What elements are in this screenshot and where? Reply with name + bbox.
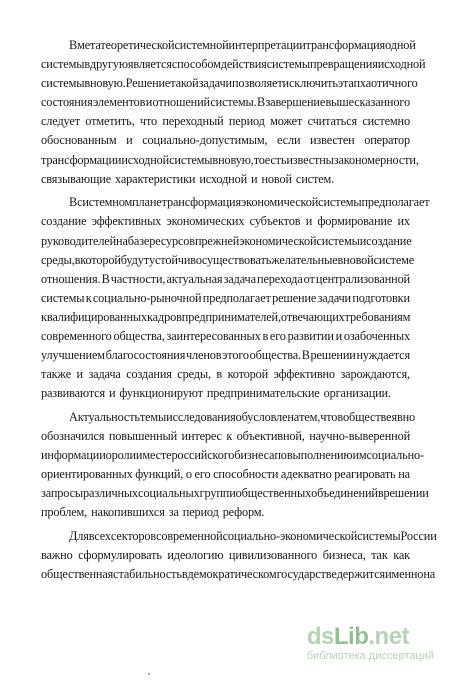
text-line: развиваются и функционируют предпринимательские организации. xyxy=(41,386,391,401)
text-line: общественная стабильность в демократическом государстве держится именно на xyxy=(41,567,436,582)
text-line: обозначился повышенный интерес к объективной, научно-выверенной xyxy=(41,429,410,444)
paragraph xyxy=(41,527,437,584)
text-line: трансформации исходной системы в новую, то есть известны закономерности, xyxy=(41,152,419,167)
text-line: системы в новую. Решение такой задачи позволяет исключить этап хаотичного xyxy=(41,76,418,91)
logo-suffix: .net xyxy=(368,623,410,650)
paragraph xyxy=(41,36,426,189)
logo-highlight: Lib xyxy=(333,623,369,650)
text-line: ориентированных функций, о его способности адекватно реагировать на xyxy=(41,467,410,482)
text-line: создание эффективных экономических субъектов и формирование их xyxy=(41,214,410,229)
text-line: Актуальность темы исследования обусловлена тем, что в обществе явно xyxy=(69,409,416,424)
paragraph xyxy=(41,408,429,523)
text-line: современного общества, заинтересованных в его развитии и озабоченных xyxy=(41,329,410,343)
watermark-logo xyxy=(307,625,434,649)
watermark xyxy=(307,625,434,663)
text-line: также и задача создания среды, в которой эффективно зарождаются, xyxy=(41,367,410,382)
text-line: квалифицированных кадров предпринимателей, отвечающих требованиям xyxy=(41,309,411,324)
paragraph xyxy=(41,193,430,403)
text-line: руководителей на базе ресурсов прежней экономической системы и создание xyxy=(41,233,412,248)
text-line: проблем, накопившихся за период реформ. xyxy=(41,505,265,520)
text-line: запросы различных социальных групп и общественных объединений в решении xyxy=(41,486,429,501)
text-line: отношения. В частности, актуальная задача перехода от централизованной xyxy=(41,271,410,286)
text-line: В системном плане трансформация экономической системы предполагает xyxy=(69,195,430,210)
text-line: Для всех секторов современной социально-экономической системы России xyxy=(69,529,437,544)
text-line: В метатеоретической системной интерпретации трансформация одной xyxy=(69,38,416,52)
watermark-subtitle: библиотека диссертаций xyxy=(306,650,434,662)
text-line: информации о роли и месте российского бизнеса по выполнению им социально- xyxy=(41,448,424,463)
text-line: важно сформулировать идеологию цивилизованного бизнеса, так как xyxy=(41,548,410,563)
text-line: улучшением благосостояния членов этого общества. В решении нуждается xyxy=(41,348,410,363)
text-line: системы в другую является способом действия системы превращения исходной xyxy=(41,57,426,72)
document-body xyxy=(41,36,437,584)
text-line: среды, в которой будут устойчиво существовать желательные в новой системе xyxy=(41,252,415,267)
scan-speck xyxy=(148,673,150,675)
text-line: состояния элементов и отношений системы. В завершение вышесказанного xyxy=(41,95,410,110)
text-line: следует отметить, что переходный период может считаться системно xyxy=(41,114,410,129)
text-line: системы к социально-рыночной предполагает решение задачи подготовки xyxy=(41,290,410,305)
text-line: связывающие характеристики исходной и новой систем. xyxy=(41,171,335,186)
text-line: обоснованным и социально-допустимым, если известен оператор xyxy=(41,133,410,148)
logo-prefix: ds xyxy=(306,623,334,650)
